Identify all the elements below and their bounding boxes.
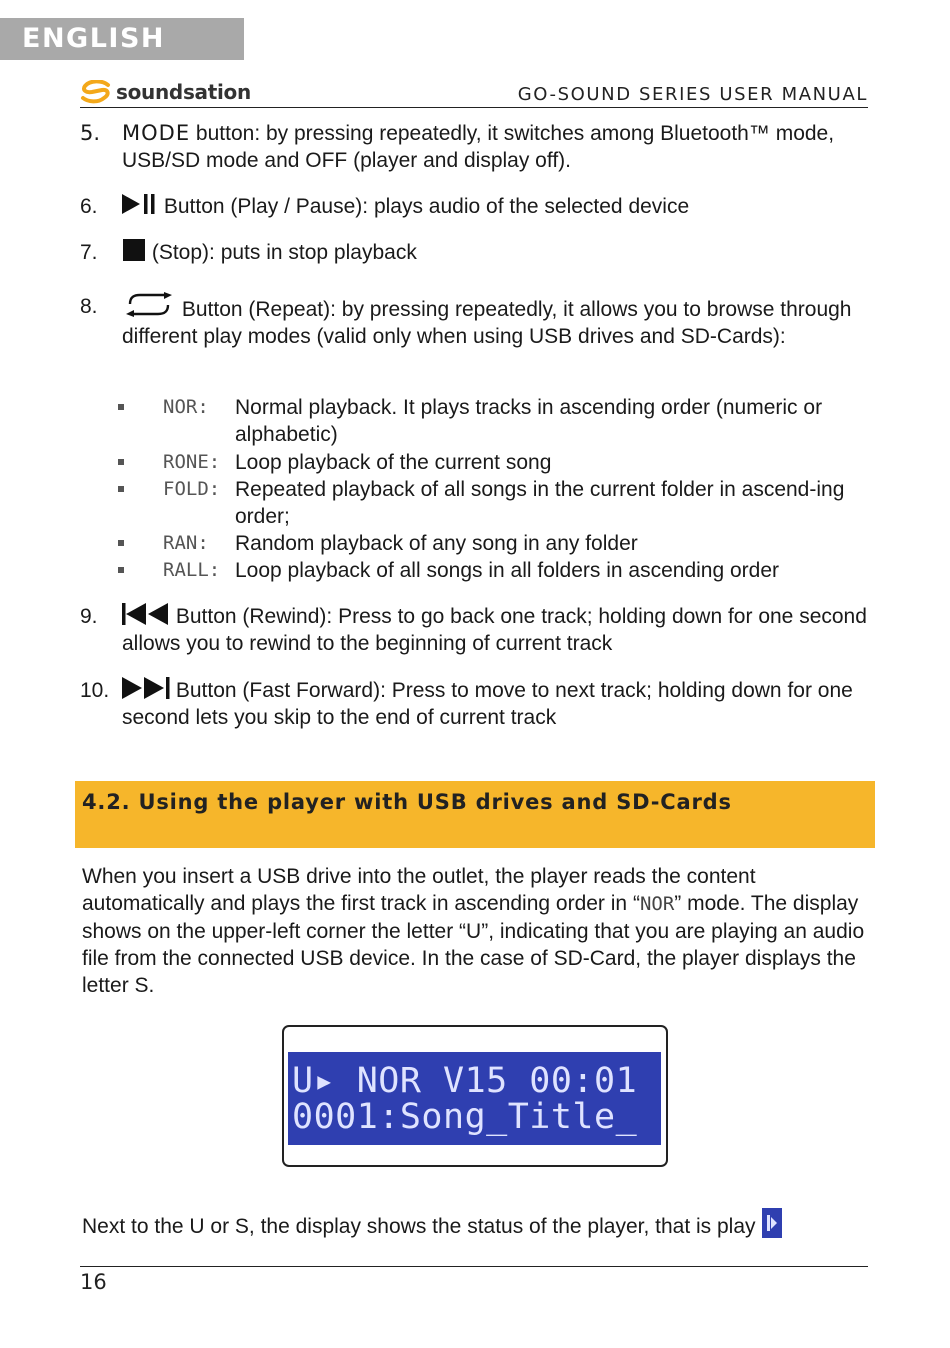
lcd-display-frame: [282, 1025, 668, 1167]
bullet: [118, 540, 124, 546]
item-body: [122, 239, 870, 266]
play-mode-rone: [118, 449, 878, 476]
footer-rule: [80, 1266, 868, 1267]
item-text: (Stop): puts in stop playback: [151, 241, 417, 264]
item-text: Button (Rewind): Press to go back one track; holding down for one second allows you to rewind to the beginning of current track: [122, 605, 867, 655]
item-number: 9.: [80, 605, 98, 628]
item-body: [122, 292, 870, 350]
lcd-screen: [288, 1052, 661, 1145]
item-body: [122, 193, 870, 220]
mode-description: Loop playback of the current song: [235, 451, 552, 474]
item-body: [122, 120, 870, 174]
play-pause-icon: [122, 193, 158, 215]
mode-description: Loop playback of all songs in all folders in ascending order: [235, 559, 780, 582]
item-body: [122, 603, 870, 657]
page-header: [80, 78, 868, 108]
item-number: 6.: [80, 195, 98, 218]
play-mode-rall: [118, 557, 878, 584]
item-number: 5.: [80, 121, 101, 145]
mode-code: NOR:: [163, 396, 209, 418]
item-text: button: by pressing repeatedly, it switches among Bluetooth™ mode, USB/SD mode and OFF (player and display off).: [122, 122, 835, 172]
list-item-fast-forward: [80, 677, 870, 731]
item-text: Button (Play / Pause): plays audio of the selected device: [163, 195, 690, 218]
brand-logo: [80, 80, 251, 104]
lcd-line-2: 0001:Song_Title_: [292, 1097, 638, 1137]
closing-paragraph: [82, 1208, 872, 1240]
bullet: [118, 404, 124, 410]
bullet: [118, 567, 124, 573]
logo-swirl-icon: [80, 80, 112, 104]
paragraph-text-after: ” mode. The display shows on the upper-left corner the letter “U”, indicating that you are playing an audio file from the connected USB device. In the case of SD-Card, the player displays the letter S.: [82, 892, 865, 997]
play-status-icon: [762, 1208, 782, 1238]
paragraph-text-before: When you insert a USB drive into the outlet, the player reads the content automatically and plays the first track in ascending order in “: [82, 865, 756, 915]
mode-description: Random playback of any song in any folder: [235, 532, 638, 555]
play-mode-fold: [118, 476, 878, 530]
list-item-rewind: [80, 603, 870, 657]
closing-text: Next to the U or S, the display shows the status of the player, that is play: [82, 1215, 756, 1238]
list-item-stop: [80, 239, 870, 266]
usb-paragraph: [82, 863, 872, 999]
mode-code: FOLD:: [163, 478, 221, 500]
repeat-icon: [122, 292, 176, 318]
item-text: Button (Repeat): by pressing repeatedly, it allows you to browse through different play modes (valid only when using USB drives and SD-Cards):: [122, 298, 852, 348]
mode-code: RALL:: [163, 559, 221, 581]
bullet: [118, 486, 124, 492]
section-heading-bar: [75, 781, 875, 848]
stop-icon: [122, 239, 146, 261]
mode-description: Normal playback. It plays tracks in ascending order (numeric or alphabetic): [235, 396, 823, 446]
mode-description: Repeated playback of all songs in the current folder in ascend-ing order;: [235, 478, 845, 528]
list-item-play-pause: [80, 193, 870, 220]
item-text: Button (Fast Forward): Press to move to next track; holding down for one second lets you skip to the end of current track: [122, 679, 853, 729]
bullet: [118, 459, 124, 465]
page-number: 16: [80, 1270, 107, 1294]
list-item-repeat: [80, 292, 870, 350]
section-title: 4.2. Using the player with USB drives and SD-Cards: [82, 790, 732, 814]
play-mode-ran: [118, 530, 878, 557]
mode-code: RONE:: [163, 451, 221, 473]
manual-title: GO-SOUND SERIES USER MANUAL: [517, 84, 868, 105]
lcd-line-1: U▸ NOR V15 00:01: [292, 1061, 638, 1101]
rewind-icon: [122, 603, 170, 625]
item-number: 7.: [80, 241, 98, 264]
item-number: 8.: [80, 295, 98, 318]
language-tab: ENGLISH: [0, 18, 244, 60]
mode-code: RAN:: [163, 532, 209, 554]
item-number: 10.: [80, 679, 110, 702]
list-item-mode: [80, 120, 870, 174]
paragraph-code: NOR: [639, 893, 675, 915]
play-mode-nor: [118, 394, 878, 448]
mode-keyword: MODE: [122, 121, 191, 145]
fast-forward-icon: [122, 677, 170, 699]
item-body: [122, 677, 870, 731]
brand-name: soundsation: [116, 80, 251, 104]
